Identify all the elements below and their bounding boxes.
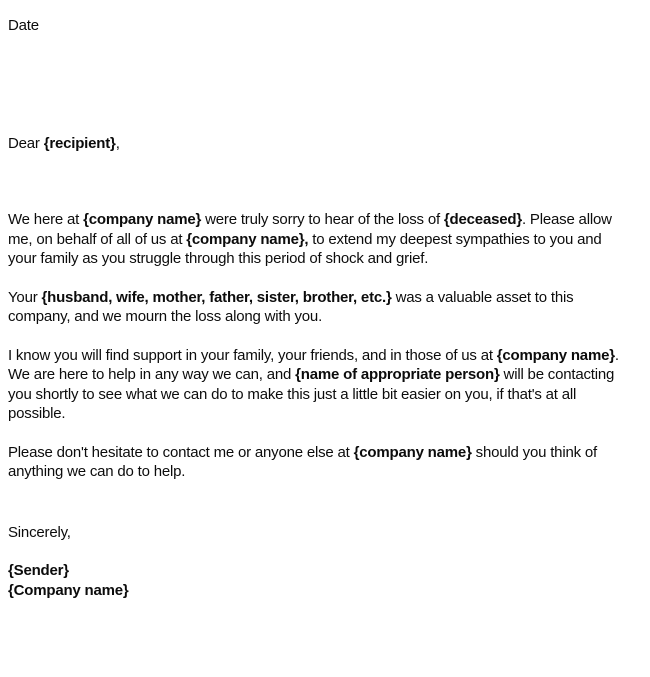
salutation: Dear {recipient}, bbox=[8, 134, 120, 152]
body-paragraph-1: We here at {company name} were truly sorry to hear of the loss of {deceased}. Please allow me, on behalf of all of us at {company name}, to extend my deepest sympathies to you and your family as you struggle through this period of shock and grief. bbox=[8, 211, 612, 267]
signature-company-placeholder: {Company name} bbox=[8, 581, 129, 599]
signature-sender-placeholder: {Sender} bbox=[8, 562, 69, 579]
date-placeholder: Date bbox=[8, 17, 39, 34]
body-paragraph-4: Please don't hesitate to contact me or anyone else at {company name} should you think of anything we can do to help. bbox=[8, 443, 597, 480]
signature-block bbox=[8, 561, 632, 600]
body-paragraph-2: Your {husband, wife, mother, father, sister, brother, etc.} was a valuable asset to this company, and we mourn the loss along with you. bbox=[8, 288, 574, 325]
closing-line: Sincerely, bbox=[8, 523, 71, 541]
body-paragraph-3: I know you will find support in your family, your friends, and in those of us at {company name}. We are here to help in any way we can, and {name of appropriate person} will be contacting you shortly to see what we can do to make this just a little bit easier on you, if that's at all possible. bbox=[8, 346, 619, 422]
